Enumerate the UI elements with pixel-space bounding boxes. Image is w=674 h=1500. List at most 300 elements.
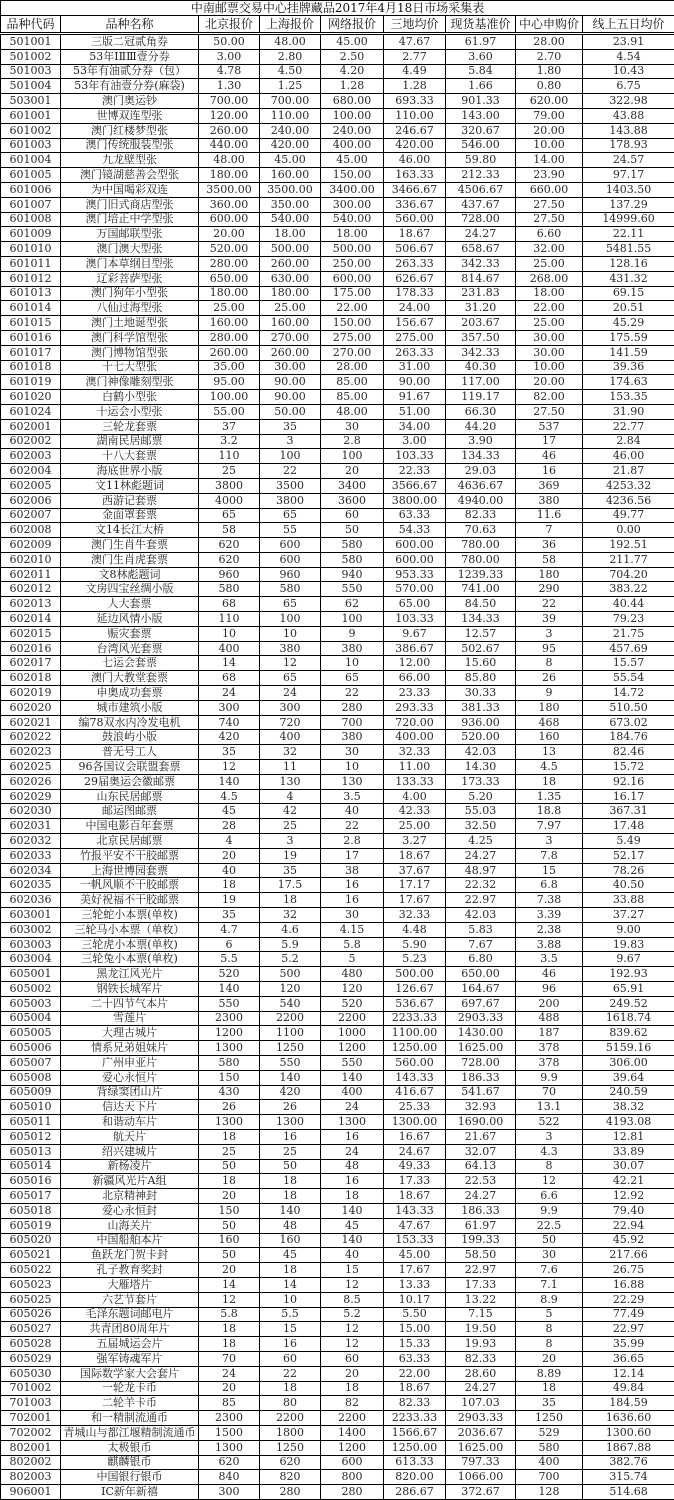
table-row [1,730,674,745]
cell-network_quote: 600 [321,1455,384,1470]
cell-beijing_quote: 3.00 [199,49,260,64]
cell-center_subscription: 7.6 [516,1263,583,1278]
cell-network_quote: 3600 [321,493,384,508]
cell-online_5day_avg: 143.88 [583,123,674,138]
cell-code: 601020 [1,390,61,405]
cell-spot_benchmark: 797.33 [446,1455,516,1470]
cell-spot_benchmark: 119.17 [446,390,516,405]
cell-three_area_avg: 153.33 [384,1233,446,1248]
cell-beijing_quote: 520 [199,967,260,982]
cell-name: 共青团80周年片 [61,1322,199,1337]
cell-spot_benchmark: 22.97 [446,1263,516,1278]
cell-network_quote: 580 [321,538,384,553]
table-row [1,94,674,109]
cell-shanghai_quote: 55 [260,523,321,538]
cell-spot_benchmark: 19.93 [446,1337,516,1352]
cell-online_5day_avg: 38.32 [583,1100,674,1115]
cell-beijing_quote: 40 [199,863,260,878]
cell-beijing_quote: 24 [199,1366,260,1381]
cell-network_quote: 22.00 [321,301,384,316]
cell-center_subscription: 20 [516,1351,583,1366]
header-row [1,16,674,34]
table-row [1,567,674,582]
cell-spot_benchmark: 143.00 [446,108,516,123]
cell-code: 601006 [1,182,61,197]
cell-online_5day_avg: 46.00 [583,449,674,464]
cell-shanghai_quote: 1250 [260,1440,321,1455]
cell-online_5day_avg: 21.87 [583,464,674,479]
cell-beijing_quote: 12 [199,1292,260,1307]
cell-name: 53年有油贰分券（包） [61,64,199,79]
cell-network_quote: 24 [321,1144,384,1159]
cell-beijing_quote: 18 [199,1174,260,1189]
cell-three_area_avg: 15.33 [384,1337,446,1352]
cell-online_5day_avg: 153.35 [583,390,674,405]
cell-spot_benchmark: 3.90 [446,434,516,449]
cell-code: 602011 [1,567,61,582]
cell-beijing_quote: 19 [199,893,260,908]
cell-three_area_avg: 246.67 [384,123,446,138]
cell-network_quote: 480 [321,967,384,982]
cell-center_subscription: 26 [516,671,583,686]
cell-three_area_avg: 570.00 [384,582,446,597]
cell-center_subscription: 580 [516,1440,583,1455]
table-row [1,1026,674,1041]
cell-shanghai_quote: 35 [260,419,321,434]
cell-network_quote: 20 [321,464,384,479]
cell-beijing_quote: 260.00 [199,123,260,138]
cell-spot_benchmark: 186.33 [446,1203,516,1218]
cell-network_quote: 550 [321,1055,384,1070]
table-body [1,34,674,1500]
cell-shanghai_quote: 160.00 [260,316,321,331]
cell-name: 钢铁长城军片 [61,982,199,997]
cell-code: 602007 [1,508,61,523]
cell-online_5day_avg: 17.48 [583,819,674,834]
cell-online_5day_avg: 704.20 [583,567,674,582]
cell-center_subscription: 15 [516,863,583,878]
cell-three_area_avg: 560.00 [384,1055,446,1070]
cell-online_5day_avg: 4.54 [583,49,674,64]
cell-spot_benchmark: 82.33 [446,1351,516,1366]
cell-shanghai_quote: 45.00 [260,153,321,168]
cell-name: 澳门奥运钞 [61,94,199,109]
column-header-beijing-quote: 北京报价 [199,16,260,34]
cell-center_subscription: 18 [516,1381,583,1396]
cell-name: 海底世界小版 [61,464,199,479]
cell-code: 605030 [1,1366,61,1381]
cell-spot_benchmark: 173.33 [446,774,516,789]
cell-network_quote: 1300 [321,1115,384,1130]
cell-beijing_quote: 650.00 [199,271,260,286]
cell-network_quote: 2.8 [321,834,384,849]
cell-beijing_quote: 520.00 [199,242,260,257]
cell-name: 96各国议会联盟套票 [61,760,199,775]
table-row [1,671,674,686]
cell-code: 602009 [1,538,61,553]
cell-spot_benchmark: 164.67 [446,982,516,997]
cell-code: 503001 [1,94,61,109]
cell-code: 702001 [1,1411,61,1426]
cell-online_5day_avg: 367.31 [583,804,674,819]
cell-name: 太极银币 [61,1440,199,1455]
cell-center_subscription: 7.38 [516,893,583,908]
cell-shanghai_quote: 540 [260,996,321,1011]
cell-three_area_avg: 386.67 [384,641,446,656]
cell-beijing_quote: 20 [199,848,260,863]
cell-code: 602032 [1,834,61,849]
cell-code: 605013 [1,1144,61,1159]
cell-network_quote: 580 [321,552,384,567]
cell-three_area_avg: 17.67 [384,1263,446,1278]
cell-name: 53年有油壹分券(麻袋) [61,79,199,94]
cell-spot_benchmark: 372.67 [446,1485,516,1500]
cell-network_quote: 500.00 [321,242,384,257]
cell-network_quote: 540.00 [321,212,384,227]
cell-spot_benchmark: 55.03 [446,804,516,819]
cell-spot_benchmark: 19.50 [446,1322,516,1337]
cell-code: 603001 [1,908,61,923]
cell-code: 605020 [1,1233,61,1248]
table-row [1,1485,674,1500]
cell-code: 605021 [1,1248,61,1263]
cell-name: 文11林彪题词 [61,478,199,493]
table-row [1,626,674,641]
cell-online_5day_avg: 22.94 [583,1218,674,1233]
cell-name: 编78双水内冷发电机 [61,715,199,730]
cell-name: 和一精制流通币 [61,1411,199,1426]
cell-name: 三轮蛇小本票(单枚) [61,908,199,923]
cell-code: 601015 [1,316,61,331]
cell-shanghai_quote: 620 [260,1455,321,1470]
cell-beijing_quote: 1500 [199,1425,260,1440]
table-row [1,893,674,908]
cell-code: 602010 [1,552,61,567]
cell-shanghai_quote: 280 [260,1485,321,1500]
cell-network_quote: 12 [321,1322,384,1337]
cell-shanghai_quote: 1.25 [260,79,321,94]
cell-spot_benchmark: 541.67 [446,1085,516,1100]
cell-center_subscription: 1250 [516,1411,583,1426]
cell-code: 602034 [1,863,61,878]
table-row [1,212,674,227]
cell-online_5day_avg: 22.11 [583,227,674,242]
table-row [1,153,674,168]
cell-three_area_avg: 17.17 [384,878,446,893]
cell-online_5day_avg: 510.50 [583,700,674,715]
cell-code: 602003 [1,449,61,464]
cell-online_5day_avg: 4236.56 [583,493,674,508]
table-row [1,1337,674,1352]
cell-beijing_quote: 55.00 [199,404,260,419]
table-row [1,1440,674,1455]
cell-name: 中国电影百年套票 [61,819,199,834]
cell-center_subscription: 11.6 [516,508,583,523]
cell-three_area_avg: 37.67 [384,863,446,878]
cell-name: 黑龙江风光片 [61,967,199,982]
cell-shanghai_quote: 17.5 [260,878,321,893]
cell-three_area_avg: 10.17 [384,1292,446,1307]
cell-network_quote: 600.00 [321,271,384,286]
cell-three_area_avg: 5.90 [384,937,446,952]
cell-network_quote: 17 [321,848,384,863]
cell-name: 十运会小型张 [61,404,199,419]
cell-network_quote: 940 [321,567,384,582]
table-row [1,715,674,730]
cell-three_area_avg: 3566.67 [384,478,446,493]
cell-code: 501001 [1,34,61,50]
cell-three_area_avg: 156.67 [384,316,446,331]
cell-network_quote: 18 [321,1381,384,1396]
cell-beijing_quote: 600.00 [199,212,260,227]
cell-beijing_quote: 2300 [199,1011,260,1026]
cell-shanghai_quote: 24 [260,686,321,701]
cell-code: 602036 [1,893,61,908]
table-row [1,360,674,375]
cell-network_quote: 5.2 [321,1307,384,1322]
cell-spot_benchmark: 650.00 [446,967,516,982]
cell-online_5day_avg: 39.64 [583,1070,674,1085]
cell-spot_benchmark: 342.33 [446,345,516,360]
cell-code: 605006 [1,1041,61,1056]
cell-three_area_avg: 47.67 [384,34,446,50]
cell-code: 602020 [1,700,61,715]
cell-name: 澳门红楼梦型张 [61,123,199,138]
cell-online_5day_avg: 184.59 [583,1396,674,1411]
cell-center_subscription: 22.5 [516,1218,583,1233]
cell-code: 603003 [1,937,61,952]
cell-code: 602030 [1,804,61,819]
cell-center_subscription: 17 [516,434,583,449]
cell-online_5day_avg: 69.15 [583,286,674,301]
cell-online_5day_avg: 141.59 [583,345,674,360]
cell-code: 701003 [1,1396,61,1411]
cell-shanghai_quote: 3 [260,834,321,849]
cell-code: 605029 [1,1351,61,1366]
cell-shanghai_quote: 32 [260,908,321,923]
table-row [1,271,674,286]
cell-online_5day_avg: 43.88 [583,108,674,123]
cell-three_area_avg: 4.48 [384,922,446,937]
cell-spot_benchmark: 780.00 [446,552,516,567]
table-row [1,1470,674,1485]
cell-name: 新杨凌片 [61,1159,199,1174]
cell-center_subscription: 27.50 [516,404,583,419]
cell-center_subscription: 4.3 [516,1144,583,1159]
cell-name: 澳门澳大型张 [61,242,199,257]
cell-online_5day_avg: 457.69 [583,641,674,656]
cell-center_subscription: 8 [516,1159,583,1174]
cell-online_5day_avg: 192.93 [583,967,674,982]
cell-spot_benchmark: 61.97 [446,1218,516,1233]
cell-online_5day_avg: 4253.32 [583,478,674,493]
table-row [1,1144,674,1159]
cell-three_area_avg: 5.23 [384,952,446,967]
cell-beijing_quote: 68 [199,597,260,612]
cell-three_area_avg: 178.33 [384,286,446,301]
cell-shanghai_quote: 420 [260,1085,321,1100]
cell-code: 602019 [1,686,61,701]
cell-three_area_avg: 9.67 [384,626,446,641]
cell-center_subscription: 28.00 [516,34,583,50]
table-row [1,227,674,242]
cell-name: 湖南民居邮票 [61,434,199,449]
cell-name: 一帆风顺不干胶邮票 [61,878,199,893]
cell-spot_benchmark: 1625.00 [446,1041,516,1056]
cell-spot_benchmark: 203.67 [446,316,516,331]
cell-online_5day_avg: 128.16 [583,256,674,271]
cell-online_5day_avg: 20.51 [583,301,674,316]
cell-name: 中国船舶本片 [61,1233,199,1248]
cell-center_subscription: 180 [516,567,583,582]
cell-name: 澳门科学馆型张 [61,330,199,345]
table-row [1,49,674,64]
cell-name: 赈灾套票 [61,626,199,641]
cell-online_5day_avg: 0.00 [583,523,674,538]
cell-three_area_avg: 143.33 [384,1203,446,1218]
cell-online_5day_avg: 79.23 [583,612,674,627]
cell-beijing_quote: 35.00 [199,360,260,375]
cell-code: 906001 [1,1485,61,1500]
cell-network_quote: 12 [321,1277,384,1292]
table-row [1,937,674,952]
cell-online_5day_avg: 9.00 [583,922,674,937]
cell-three_area_avg: 23.33 [384,686,446,701]
cell-online_5day_avg: 839.62 [583,1026,674,1041]
cell-shanghai_quote: 26 [260,1100,321,1115]
cell-code: 605010 [1,1100,61,1115]
cell-name: 万国邮联型张 [61,227,199,242]
cell-beijing_quote: 48.00 [199,153,260,168]
table-row [1,819,674,834]
cell-shanghai_quote: 580 [260,582,321,597]
cell-spot_benchmark: 697.67 [446,996,516,1011]
cell-spot_benchmark: 107.03 [446,1396,516,1411]
cell-beijing_quote: 160.00 [199,316,260,331]
cell-spot_benchmark: 4506.67 [446,182,516,197]
cell-beijing_quote: 20 [199,1263,260,1278]
cell-shanghai_quote: 270.00 [260,330,321,345]
cell-name: 中国银行银币 [61,1470,199,1485]
cell-online_5day_avg: 137.29 [583,197,674,212]
cell-shanghai_quote: 5.9 [260,937,321,952]
cell-beijing_quote: 24 [199,686,260,701]
cell-name: 大理古城片 [61,1026,199,1041]
cell-spot_benchmark: 2903.33 [446,1411,516,1426]
cell-spot_benchmark: 2903.33 [446,1011,516,1026]
cell-center_subscription: 23.90 [516,168,583,183]
cell-code: 602002 [1,434,61,449]
cell-code: 602029 [1,789,61,804]
cell-name: 申奥成功套票 [61,686,199,701]
cell-name: 十七大型张 [61,360,199,375]
cell-name: 三轮龙套票 [61,419,199,434]
cell-network_quote: 4.20 [321,64,384,79]
cell-code: 605002 [1,982,61,997]
cell-shanghai_quote: 350.00 [260,197,321,212]
cell-code: 602013 [1,597,61,612]
cell-shanghai_quote: 630.00 [260,271,321,286]
cell-center_subscription: 16 [516,464,583,479]
cell-name: 和谐动车片 [61,1115,199,1130]
cell-beijing_quote: 25 [199,464,260,479]
cell-spot_benchmark: 186.33 [446,1070,516,1085]
cell-center_subscription: 160 [516,730,583,745]
cell-spot_benchmark: 4.25 [446,834,516,849]
cell-center_subscription: 8 [516,656,583,671]
cell-center_subscription: 3.39 [516,908,583,923]
cell-spot_benchmark: 520.00 [446,730,516,745]
cell-shanghai_quote: 18 [260,1263,321,1278]
cell-three_area_avg: 103.33 [384,449,446,464]
cell-name: 澳门博物馆型张 [61,345,199,360]
cell-online_5day_avg: 383.22 [583,582,674,597]
cell-online_5day_avg: 184.76 [583,730,674,745]
table-row [1,434,674,449]
cell-center_subscription: 50 [516,1233,583,1248]
cell-online_5day_avg: 5159.16 [583,1041,674,1056]
cell-network_quote: 140 [321,1233,384,1248]
cell-code: 602014 [1,612,61,627]
cell-name: 信达天下片 [61,1100,199,1115]
cell-three_area_avg: 500.00 [384,967,446,982]
cell-three_area_avg: 4.49 [384,64,446,79]
cell-code: 602022 [1,730,61,745]
cell-spot_benchmark: 437.67 [446,197,516,212]
cell-shanghai_quote: 720 [260,715,321,730]
cell-shanghai_quote: 65 [260,597,321,612]
cell-beijing_quote: 68 [199,671,260,686]
cell-code: 605001 [1,967,61,982]
cell-shanghai_quote: 260.00 [260,256,321,271]
cell-three_area_avg: 31.00 [384,360,446,375]
table-row [1,848,674,863]
cell-beijing_quote: 37 [199,419,260,434]
cell-three_area_avg: 420.00 [384,138,446,153]
cell-beijing_quote: 300 [199,700,260,715]
cell-network_quote: 10 [321,656,384,671]
cell-three_area_avg: 91.67 [384,390,446,405]
cell-center_subscription: 7.97 [516,819,583,834]
cell-network_quote: 18 [321,1189,384,1204]
cell-name: 鱼跃龙门贺卡封 [61,1248,199,1263]
table-row [1,908,674,923]
cell-beijing_quote: 4.78 [199,64,260,79]
cell-name: 雪莲片 [61,1011,199,1026]
cell-network_quote: 2.8 [321,434,384,449]
cell-three_area_avg: 103.33 [384,612,446,627]
cell-center_subscription: 18.00 [516,286,583,301]
cell-online_5day_avg: 97.17 [583,168,674,183]
table-row [1,878,674,893]
cell-network_quote: 1.28 [321,79,384,94]
cell-code: 602015 [1,626,61,641]
cell-three_area_avg: 32.33 [384,745,446,760]
cell-online_5day_avg: 45.92 [583,1233,674,1248]
cell-name: 53年ⅠⅡⅢ壹分券 [61,49,199,64]
cell-network_quote: 140 [321,1070,384,1085]
cell-network_quote: 800 [321,1470,384,1485]
cell-beijing_quote: 620 [199,1455,260,1470]
table-row [1,330,674,345]
cell-name: 29届奥运会徽邮票 [61,774,199,789]
cell-beijing_quote: 430 [199,1085,260,1100]
cell-online_5day_avg: 33.89 [583,1144,674,1159]
cell-three_area_avg: 24.00 [384,301,446,316]
table-row [1,138,674,153]
cell-beijing_quote: 95.00 [199,375,260,390]
cell-spot_benchmark: 24.27 [446,848,516,863]
